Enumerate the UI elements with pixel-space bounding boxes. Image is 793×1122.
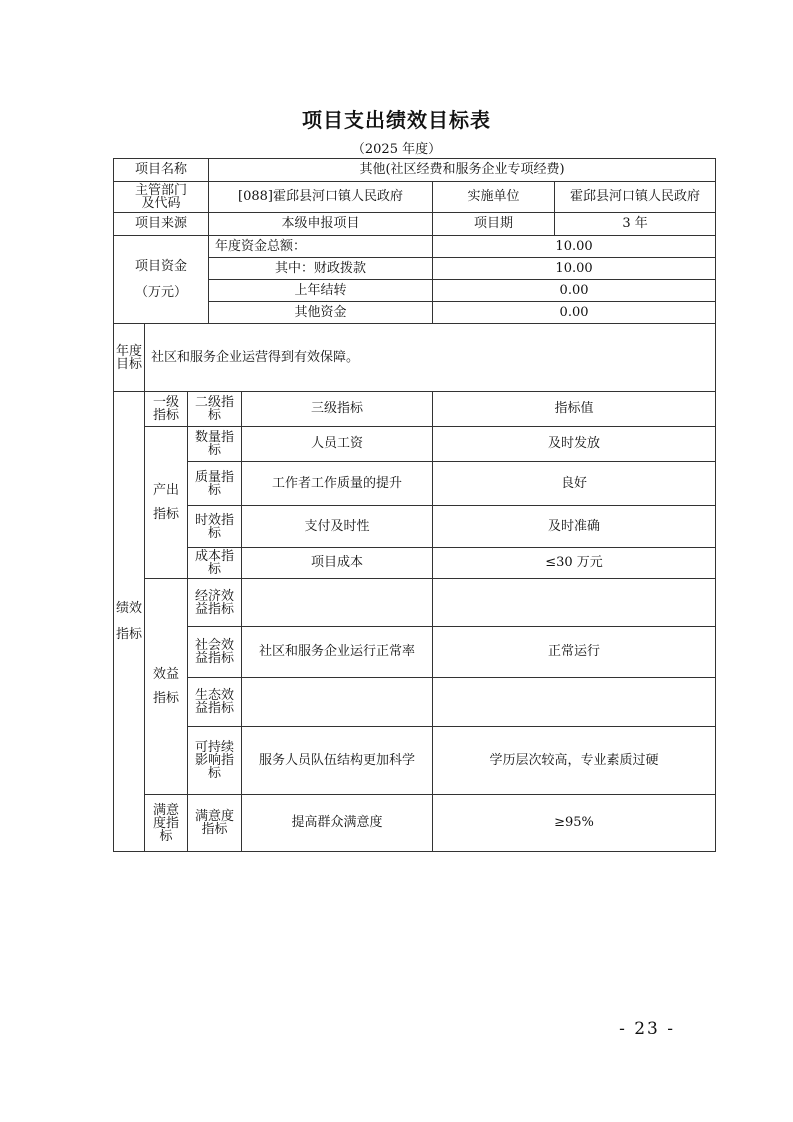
level3-timeliness: 支付及时性 xyxy=(242,506,433,548)
page-title: 项目支出绩效目标表 xyxy=(302,108,491,132)
period-label: 项目期 xyxy=(433,213,555,236)
level2-satisfaction: 满意度指标 xyxy=(188,795,242,852)
value-social: 正常运行 xyxy=(433,627,716,678)
value-economic xyxy=(433,579,716,627)
level3-economic xyxy=(242,579,433,627)
level3-quantity: 人员工资 xyxy=(242,427,433,462)
period-value: 3 年 xyxy=(555,213,716,236)
source-label: 项目来源 xyxy=(114,213,209,236)
value-ecological xyxy=(433,678,716,727)
satisfaction-indicator-label: 满意度指标 xyxy=(145,795,188,852)
level3-sustainable: 服务人员队伍结构更加科学 xyxy=(242,727,433,795)
funds-carryover-label: 上年结转 xyxy=(209,280,433,302)
value-quality: 良好 xyxy=(433,462,716,506)
level2-quantity: 数量指标 xyxy=(188,427,242,462)
value-timeliness: 及时准确 xyxy=(433,506,716,548)
funds-fiscal-value: 10.00 xyxy=(433,258,716,280)
funds-other-label: 其他资金 xyxy=(209,302,433,324)
funds-label-line1: 项目资金 xyxy=(135,258,188,274)
perf-indicator-label: 绩效指标 xyxy=(114,392,145,852)
header-level1: 一级指标 xyxy=(145,392,188,427)
level2-sustainable: 可持续影响指标 xyxy=(188,727,242,795)
level3-social: 社区和服务企业运行正常率 xyxy=(242,627,433,678)
annual-goal-label: 年度目标 xyxy=(114,324,145,392)
year-subtitle: （2025 年度） xyxy=(351,142,442,157)
dept-label-line1: 主管部门 xyxy=(135,183,188,198)
level3-quality: 工作者工作质量的提升 xyxy=(242,462,433,506)
funds-label xyxy=(114,236,209,324)
value-satisfaction: ≥95% xyxy=(433,795,716,852)
level2-cost: 成本指标 xyxy=(188,548,242,579)
output-indicator-label: 产出指标 xyxy=(145,427,188,579)
project-name-value: 其他(社区经费和服务企业专项经费) xyxy=(209,159,716,182)
level2-quality: 质量指标 xyxy=(188,462,242,506)
page-number: - 23 - xyxy=(619,1019,675,1039)
level3-cost: 项目成本 xyxy=(242,548,433,579)
dept-value: [088]霍邱县河口镇人民政府 xyxy=(209,182,433,213)
funds-label-line2: （万元） xyxy=(135,284,188,300)
funds-other-value: 0.00 xyxy=(433,302,716,324)
dept-label-line2: 及代码 xyxy=(141,196,181,211)
project-name-label: 项目名称 xyxy=(114,159,209,182)
level3-satisfaction: 提高群众满意度 xyxy=(242,795,433,852)
performance-target-table xyxy=(113,158,716,852)
level2-ecological: 生态效益指标 xyxy=(188,678,242,727)
level3-ecological xyxy=(242,678,433,727)
header-level2: 二级指标 xyxy=(188,392,242,427)
dept-label xyxy=(114,182,209,213)
header-value: 指标值 xyxy=(433,392,716,427)
funds-total-value: 10.00 xyxy=(433,236,716,258)
annual-goal-text: 社区和服务企业运营得到有效保障。 xyxy=(145,324,716,392)
impl-unit-label: 实施单位 xyxy=(433,182,555,213)
funds-carryover-value: 0.00 xyxy=(433,280,716,302)
value-cost: ≤30 万元 xyxy=(433,548,716,579)
source-value: 本级申报项目 xyxy=(209,213,433,236)
level2-economic: 经济效益指标 xyxy=(188,579,242,627)
level2-social: 社会效益指标 xyxy=(188,627,242,678)
funds-total-label: 年度资金总额： xyxy=(209,236,433,258)
impl-unit-value: 霍邱县河口镇人民政府 xyxy=(555,182,716,213)
header-level3: 三级指标 xyxy=(242,392,433,427)
level2-timeliness: 时效指标 xyxy=(188,506,242,548)
value-sustainable: 学历层次较高，专业素质过硬 xyxy=(433,727,716,795)
value-quantity: 及时发放 xyxy=(433,427,716,462)
funds-fiscal-label: 其中：财政拨款 xyxy=(209,258,433,280)
benefit-indicator-label: 效益指标 xyxy=(145,579,188,795)
